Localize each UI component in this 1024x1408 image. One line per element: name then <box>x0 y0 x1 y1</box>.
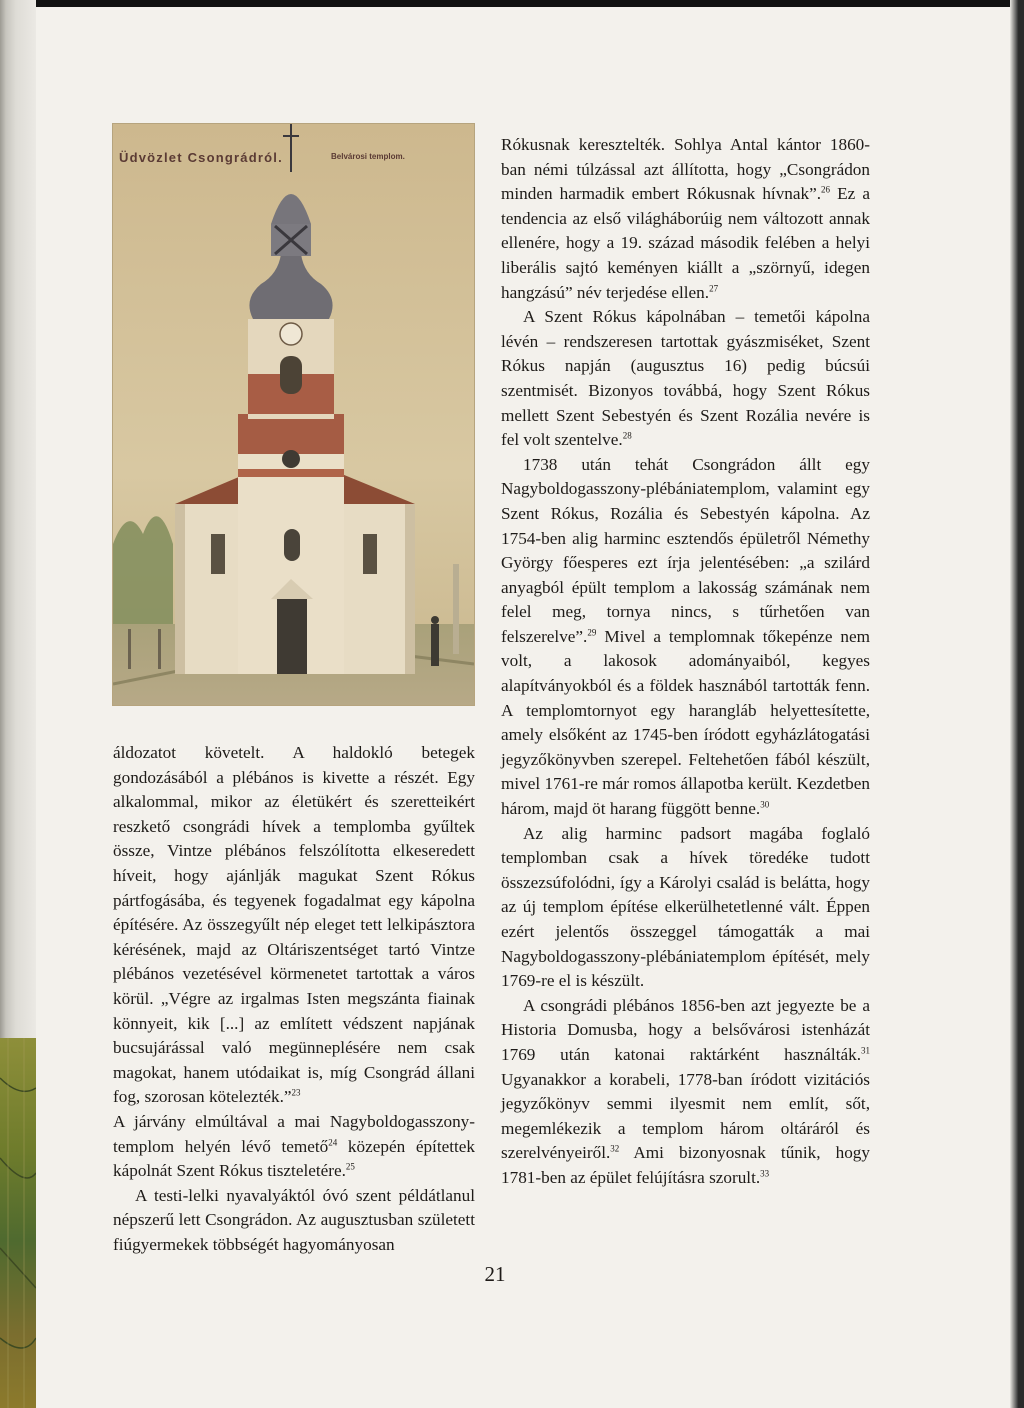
paragraph: áldozatot követelt. A haldokló betegek gondozásából a plébános is kivette a részét. Egy alkalommal, mikor az életükért és szeretteikért reszkető csongrádi hívek a templomba gyűltek össze, Vintze plébános felszólította elkeseredett híveit, hogy ajánlják magukat Szent Rókus pártfogásába, és tegyenek fogadalmat egy kápolna építésére. Az összegyűlt nép eleget tett lelkipásztora kérésének, majd az Oltáriszentséget tartó Vintze plébános vezetésével körmenetet tartottak a város körül. „Végre az irgalmas Isten megszánta fiainak könnyeit, kik [...] az említett védszent napjának bucsujárással való megünneplésére nem csak magokat, hanem utódaikat is, míg Csongrád állani fog, szorosan kötelezték.”$^{23}$ <box>113 743 475 1107</box>
footnote-ref: 30 <box>760 799 770 810</box>
church-postcard-image <box>113 124 474 705</box>
paragraph: Rókusnak keresztelték. Sohlya Antal kántor 1860-ban némi túlzással azt állította, hogy „Csongrádon minden harmadik embert Rókusnak hívnak”.$^{26}$ Ez a tendencia az első világháborúig nem változott annak ellenére, hogy a 19. század második felében a helyi liberális sajtó keményen kiállt a „szörnyű, idegen hangzású” név terjedése ellen.$^{27}$ <box>501 135 870 302</box>
footnote-ref: 33 <box>760 1168 770 1179</box>
footnote-ref: 23 <box>291 1087 301 1098</box>
map-strip-decoration <box>0 1038 36 1408</box>
right-text-column <box>501 133 870 1191</box>
page-number: 21 <box>484 1262 506 1286</box>
footnote-ref: 27 <box>709 282 719 293</box>
footnote-ref: 32 <box>610 1143 620 1154</box>
paragraph: 1738 után tehát Csongrádon állt egy Nagyboldogasszony-plébániatemplom, valamint egy Szent Rókus, Rozália és Sebestyén kápolna. Az 1754-ben alig harminc esztendős épületről Némethy György főesperes ezt írja jelentésében: „a szilárd anyagból épült templom a lakosság számának nem felel meg, tornya nincs, s tűrhetően van felszerelve”.$^{29}$ Mivel a templomnak tőkepénze nem volt, a lakosok adományaiból, kegyes alapítványokból és a földek hasznából tartották fenn. A templomtornyot egy harangláb helyettesítette, amely elsőként az 1745-ben íródott egyházlátogatási jegyzőkönyvben szerepel. Feltehetően fából készült, mivel 1761-re már romos állapotba került. Kezdetben három, majd öt harang függött benne.$^{30}$ <box>501 454 870 819</box>
postcard-caption-greeting: Üdvözlet Csongrádról. <box>119 150 283 165</box>
paragraph: A járvány elmúltával a mai Nagyboldogasszony-templom helyén lévő temető$^{24}$ közepén építettek kápolnát Szent Rókus tiszteletére.$^{25}$ <box>113 1111 475 1181</box>
paragraph: A csongrádi plébános 1856-ben azt jegyezte be a Historia Domusba, hogy a belsővárosi istenházát 1769 után katonai raktárként használták.$^{31}$ Ugyanakkor a korabeli, 1778-ban íródott vizitációs jegyzőkönyv semmi ilyesmit nem említ, sőt, megemlékezik a templom három oltáráról és szerelvényeiről.$^{32}$ Ami bizonyosnak tűnik, hogy 1781-ben az épület felújításra szorult.$^{33}$ <box>501 995 870 1187</box>
left-text-column <box>113 741 475 1257</box>
footnote-ref: 28 <box>622 430 632 441</box>
postcard-caption-church: Belvárosi templom. <box>331 152 405 161</box>
scan-right-edge <box>1010 0 1024 1408</box>
paragraph: A testi-lelki nyavalyáktól óvó szent példátlanul népszerű lett Csongrádon. Az augusztusban született fiúgyermekek többségét hagyományosan <box>113 1185 475 1254</box>
footnote-ref: 25 <box>345 1161 355 1172</box>
footnote-ref: 26 <box>821 184 831 195</box>
paragraph: Az alig harminc padsort magába foglaló templomban csak a hívek töredéke tudott összezsúfolódni, így a Károlyi család is belátta, hogy az új templom építése elkerülhetetlenné vált. Éppen ezért jelentős összeggel támogatták a mai Nagyboldogasszony-plébániatemplom építését, mely 1769-re el is készült. <box>501 823 870 991</box>
footnote-ref: 31 <box>861 1045 870 1056</box>
footnote-ref: 29 <box>587 627 597 638</box>
footnote-ref: 24 <box>328 1136 338 1147</box>
paragraph: A Szent Rókus kápolnában – temetői kápolna lévén – rendszeresen tartottak gyászmiséket, Szent Rókus napján (augusztus 16) pedig búcsúi szentmisét. Bizonyos továbbá, hogy Szent Rókus mellett Szent Sebestyén és Szent Rozália nevére is fel volt szentelve.$^{28}$ <box>501 307 870 450</box>
scan-top-edge <box>0 0 1024 7</box>
